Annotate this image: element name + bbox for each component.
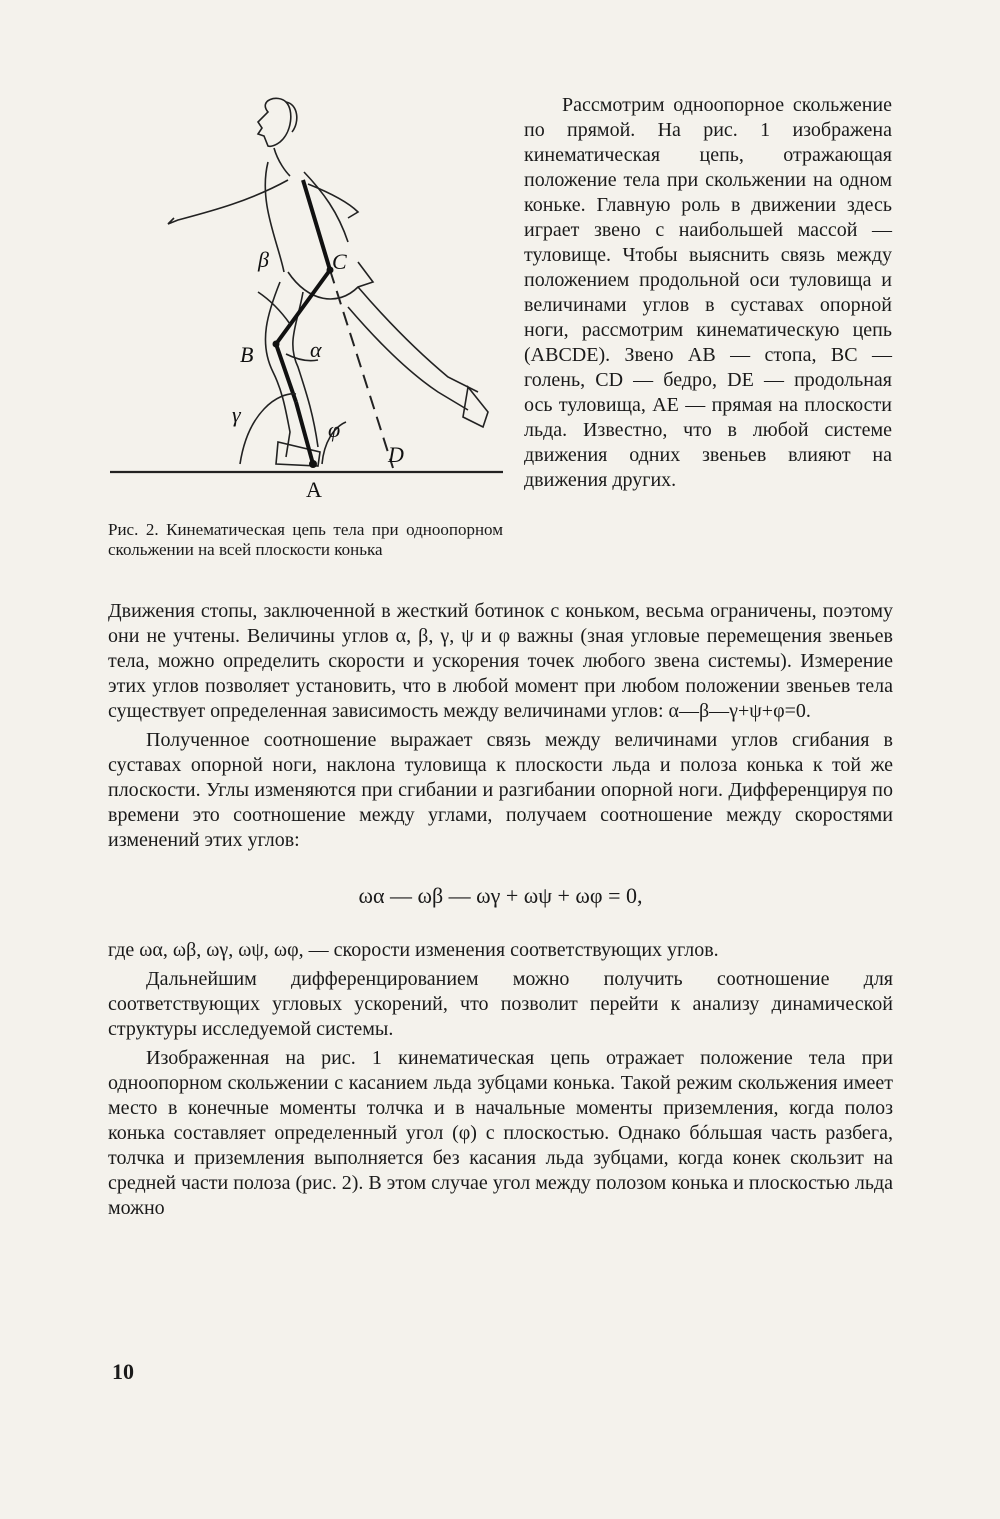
label-beta: β <box>258 247 269 272</box>
main-text <box>108 599 893 1225</box>
trunk-link <box>303 180 330 270</box>
label-A: A <box>306 477 322 502</box>
formula: ωα — ωβ — ωγ + ωψ + ωφ = 0, <box>358 883 643 908</box>
paragraph-2: Полученное соотношение выражает связь между величинами углов сгибания в суставах опорной ноги, наклона туловища к плоскости льда и полоза конька к той же плоскости. Углы изменяются при сгибании и разгибании опорной ноги. Дифференцируя по времени это соотношение между углами, получаем соотношение между скоростями изменений этих углов: <box>108 729 893 851</box>
page-number: 10 <box>112 1359 134 1384</box>
label-D: D <box>388 442 404 467</box>
label-alpha: α <box>310 337 322 362</box>
formula-note: где ωα, ωβ, ωγ, ωψ, ωφ, — скорости изменения соответствующих углов. <box>108 939 719 961</box>
back-arm <box>308 184 358 218</box>
gamma-arc <box>240 394 296 464</box>
paragraph-3: Дальнейшим дифференцированием можно получить соотношение для соответствующих угловых ускорений, что позволит перейти к анализу динамической структуры исследуемой системы. <box>108 968 893 1040</box>
label-C: C <box>332 249 347 274</box>
figure-caption: Рис. 2. Кинематическая цепь тела при одноопорном скольжении на всей плоскости конька <box>108 520 503 559</box>
label-gamma: γ <box>232 402 241 427</box>
thigh-link <box>276 270 330 344</box>
label-B: B <box>240 342 254 367</box>
kinematic-chain-diagram <box>108 92 508 512</box>
skater-figure <box>108 92 508 512</box>
head-outline <box>258 98 291 146</box>
paragraph-4: Изображенная на рис. 1 кинематическая цепь отражает положение тела при одноопорном скольжении с касанием льда зубцами конька. Такой режим скольжения имеет место в конечные моменты толчка и в начальные моменты приземления, когда полоз конька составляет определенный угол (φ) с плоскостью. Однако бóльшая часть разбега, толчка и приземления выполняется без касания льда зубцами, когда конек скользит на средней части полоза (рис. 2). В этом случае угол между полозом конька и плоскостью льда можно <box>108 1047 893 1219</box>
side-paragraph <box>524 93 892 493</box>
free-skate <box>463 387 488 427</box>
paragraph-1: Движения стопы, заключенной в жесткий ботинок с коньком, весьма ограничены, поэтому они не учтены. Величины углов α, β, γ, ψ и φ важны (зная угловые перемещения звеньев тела, можно определить скорости и ускорения точек любого звена системы). Измерение этих углов позволяет установить, что в любой момент при любом положении звеньев тела существует определенная зависимость между величинами углов: α—β—γ+ψ+φ=0. <box>108 600 893 722</box>
label-phi: φ <box>328 417 341 442</box>
paragraph: Рассмотрим одноопорное скольжение по прямой. На рис. 1 изображена кинематическая цепь, отражающая положение тела при скольжении на одном коньке. Главную роль в движении здесь играет звено с наибольшей массой — туловище. Чтобы выяснить связь между положением продольной оси туловища и величинами углов в суставах опорной ноги, рассмотрим кинематическую цепь (ABCDE). Звено AB — стопа, BC — голень, CD — бедро, DE — продольная ось туловища, AE — прямая на плоскости льда. Известно, что в любой системе движения одних звеньев влияют на движения других. <box>524 94 892 491</box>
